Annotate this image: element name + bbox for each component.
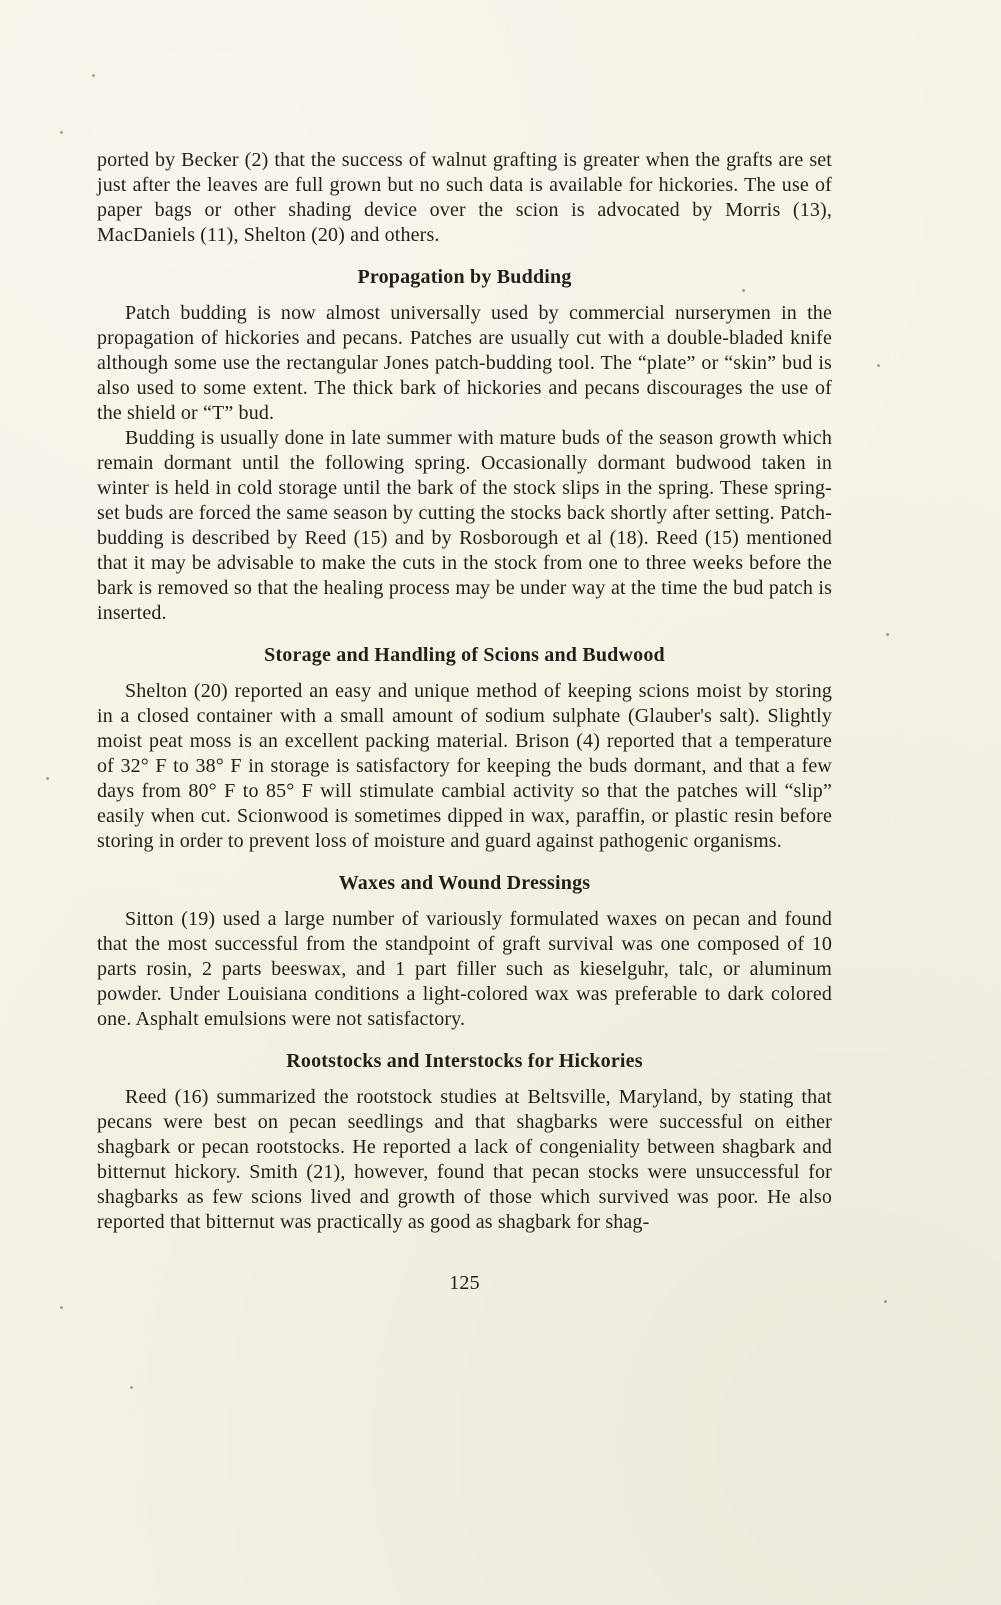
section-heading-rootstocks-and-interstocks: Rootstocks and Interstocks for Hickories [286, 1050, 643, 1072]
scan-speck [60, 1306, 63, 1309]
paragraph: Budding is usually done in late summer with mature buds of the season growth which remain dormant until the following spring. Occasionally dormant budwood taken in winter is held in cold storage until the bark of the stock slips in the spring. These spring-set buds are forced the same season by cutting the stocks back shortly after setting. Patch-budding is described by Reed (15) and by Rosborough et al (18). Reed (15) mentioned that it may be advisable to make the cuts in the stock from one to three weeks before the bark is removed so that the healing process may be under way at the time the bud patch is inserted. [97, 427, 832, 624]
paragraph-continuation: ported by Becker (2) that the success of walnut grafting is greater when the grafts are set just after the leaves are full grown but no such data is available for hickories. The use of paper bags or other shading device over the scion is advocated by Morris (13), MacDaniels (11), Shelton (20) and others. [97, 149, 832, 246]
scan-speck [46, 777, 49, 780]
scan-speck [886, 633, 889, 636]
scan-speck [877, 364, 880, 367]
page-number: 125 [449, 1272, 480, 1294]
paragraph: Shelton (20) reported an easy and unique method of keeping scions moist by storing in a closed container with a small amount of sodium sulphate (Glauber's salt). Slightly moist peat moss is an excellent packing material. Brison (4) reported that a temperature of 32° F to 38° F in storage is satisfactory for keeping the buds dormant, and that a few days from 80° F to 85° F will stimulate cambial activity so that the patches will “slip” easily when cut. Scionwood is sometimes dipped in wax, paraffin, or plastic resin before storing in order to prevent loss of moisture and guard against pathogenic organisms. [97, 680, 832, 852]
paragraph: Sitton (19) used a large number of variously formulated waxes on pecan and found that the most successful from the standpoint of graft survival was one composed of 10 parts rosin, 2 parts beeswax, and 1 part filler such as kieselguhr, talc, or aluminum powder. Under Louisiana conditions a light-colored wax was preferable to dark colored one. Asphalt emulsions were not satisfactory. [97, 908, 832, 1030]
section-heading-waxes-and-wound-dressings: Waxes and Wound Dressings [338, 872, 591, 894]
paragraph: Reed (16) summarized the rootstock studies at Beltsville, Maryland, by stating that pecans were best on pecan seedlings and that shagbarks were successful on either shagbark or pecan rootstocks. He reported a lack of congeniality between shagbark and bitternut hickory. Smith (21), however, found that pecan stocks were unsuccessful for shagbarks as few scions lived and growth of those which survived was poor. He also reported that bitternut was practically as good as shagbark for shag- [97, 1086, 832, 1233]
section-heading-storage-and-handling: Storage and Handling of Scions and Budwood [264, 644, 665, 666]
scan-speck [60, 131, 63, 134]
text-column [97, 148, 832, 1296]
scan-speck [92, 74, 95, 77]
scan-speck [130, 1386, 133, 1389]
section-heading-propagation-by-budding: Propagation by Budding [357, 266, 572, 288]
paragraph: Patch budding is now almost universally used by commercial nurserymen in the propagation of hickories and pecans. Patches are usually cut with a double-bladed knife although some use the rectangular Jones patch-budding tool. The “plate” or “skin” bud is also used to some extent. The thick bark of hickories and pecans discourages the use of the shield or “T” bud. [97, 302, 832, 424]
scan-speck [884, 1300, 887, 1303]
